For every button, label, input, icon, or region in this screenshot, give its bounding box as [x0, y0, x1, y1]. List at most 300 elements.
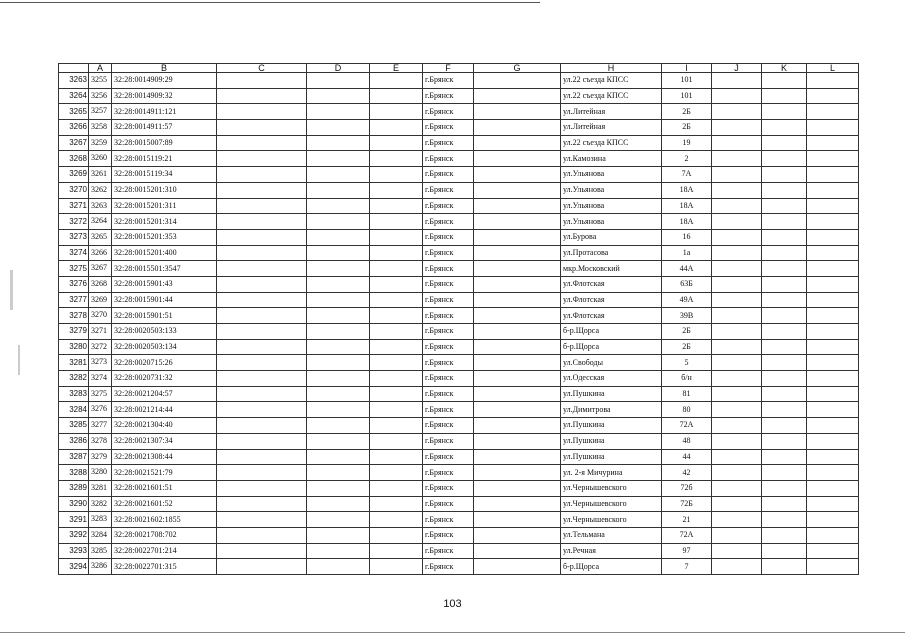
cell-b[interactable]: 32:28:0021307:34	[112, 433, 217, 449]
cell-h[interactable]: ул.Флотская	[561, 276, 662, 292]
cell-a[interactable]: 3267	[89, 261, 112, 277]
cell-i[interactable]: 5	[662, 355, 712, 371]
cell-l[interactable]	[807, 73, 859, 89]
cell-d[interactable]	[307, 151, 370, 167]
cell-a[interactable]: 3257	[89, 104, 112, 120]
cell-g[interactable]	[474, 433, 561, 449]
cell-h[interactable]: ул.Протасова	[561, 245, 662, 261]
cell-i[interactable]: 42	[662, 465, 712, 481]
cell-e[interactable]	[370, 88, 423, 104]
cell-k[interactable]	[762, 151, 807, 167]
cell-d[interactable]	[307, 120, 370, 136]
cell-g[interactable]	[474, 496, 561, 512]
row-number[interactable]: 3291	[59, 512, 89, 528]
cell-k[interactable]	[762, 324, 807, 340]
cell-i[interactable]: 80	[662, 402, 712, 418]
cell-k[interactable]	[762, 355, 807, 371]
cell-l[interactable]	[807, 229, 859, 245]
cell-g[interactable]	[474, 182, 561, 198]
cell-i[interactable]: 1а	[662, 245, 712, 261]
cell-k[interactable]	[762, 135, 807, 151]
cell-a[interactable]: 3275	[89, 386, 112, 402]
cell-l[interactable]	[807, 245, 859, 261]
cell-c[interactable]	[217, 355, 307, 371]
cell-a[interactable]: 3284	[89, 527, 112, 543]
cell-f[interactable]: г.Брянск	[423, 386, 474, 402]
row-number[interactable]: 3287	[59, 449, 89, 465]
cell-l[interactable]	[807, 308, 859, 324]
cell-c[interactable]	[217, 308, 307, 324]
cell-a[interactable]: 3260	[89, 151, 112, 167]
cell-b[interactable]: 32:28:0015901:51	[112, 308, 217, 324]
cell-j[interactable]	[712, 73, 762, 89]
cell-j[interactable]	[712, 543, 762, 559]
cell-h[interactable]: ул.Флотская	[561, 308, 662, 324]
cell-b[interactable]: 32:28:0015119:21	[112, 151, 217, 167]
cell-g[interactable]	[474, 214, 561, 230]
row-number[interactable]: 3290	[59, 496, 89, 512]
cell-g[interactable]	[474, 198, 561, 214]
cell-d[interactable]	[307, 371, 370, 387]
cell-k[interactable]	[762, 480, 807, 496]
cell-b[interactable]: 32:28:0020731:32	[112, 371, 217, 387]
cell-l[interactable]	[807, 198, 859, 214]
cell-l[interactable]	[807, 480, 859, 496]
cell-k[interactable]	[762, 559, 807, 575]
cell-a[interactable]: 3269	[89, 292, 112, 308]
row-number[interactable]: 3275	[59, 261, 89, 277]
cell-i[interactable]: 18А	[662, 214, 712, 230]
cell-f[interactable]: г.Брянск	[423, 496, 474, 512]
cell-e[interactable]	[370, 308, 423, 324]
cell-j[interactable]	[712, 167, 762, 183]
cell-c[interactable]	[217, 433, 307, 449]
cell-a[interactable]: 3263	[89, 198, 112, 214]
cell-j[interactable]	[712, 339, 762, 355]
row-number[interactable]: 3266	[59, 120, 89, 136]
cell-l[interactable]	[807, 559, 859, 575]
cell-j[interactable]	[712, 402, 762, 418]
cell-g[interactable]	[474, 135, 561, 151]
cell-g[interactable]	[474, 512, 561, 528]
cell-k[interactable]	[762, 276, 807, 292]
cell-f[interactable]: г.Брянск	[423, 167, 474, 183]
cell-l[interactable]	[807, 88, 859, 104]
cell-j[interactable]	[712, 371, 762, 387]
cell-f[interactable]: г.Брянск	[423, 120, 474, 136]
cell-c[interactable]	[217, 465, 307, 481]
cell-j[interactable]	[712, 276, 762, 292]
cell-i[interactable]: 72А	[662, 527, 712, 543]
cell-e[interactable]	[370, 355, 423, 371]
cell-i[interactable]: 2	[662, 151, 712, 167]
cell-b[interactable]: 32:28:0021602:1855	[112, 512, 217, 528]
cell-e[interactable]	[370, 480, 423, 496]
column-header-f[interactable]: F	[423, 64, 474, 73]
cell-b[interactable]: 32:28:0021601:51	[112, 480, 217, 496]
cell-a[interactable]: 3282	[89, 496, 112, 512]
cell-j[interactable]	[712, 104, 762, 120]
cell-j[interactable]	[712, 182, 762, 198]
cell-g[interactable]	[474, 465, 561, 481]
cell-l[interactable]	[807, 512, 859, 528]
cell-k[interactable]	[762, 214, 807, 230]
row-number[interactable]: 3286	[59, 433, 89, 449]
cell-c[interactable]	[217, 512, 307, 528]
cell-a[interactable]: 3283	[89, 512, 112, 528]
cell-l[interactable]	[807, 465, 859, 481]
cell-h[interactable]: б-р.Щорса	[561, 339, 662, 355]
cell-h[interactable]: б-р.Щорса	[561, 559, 662, 575]
cell-f[interactable]: г.Брянск	[423, 182, 474, 198]
cell-e[interactable]	[370, 512, 423, 528]
cell-l[interactable]	[807, 120, 859, 136]
cell-d[interactable]	[307, 324, 370, 340]
cell-i[interactable]: 2Б	[662, 104, 712, 120]
cell-l[interactable]	[807, 292, 859, 308]
cell-d[interactable]	[307, 512, 370, 528]
cell-c[interactable]	[217, 324, 307, 340]
cell-d[interactable]	[307, 527, 370, 543]
cell-l[interactable]	[807, 182, 859, 198]
cell-f[interactable]: г.Брянск	[423, 198, 474, 214]
cell-j[interactable]	[712, 559, 762, 575]
cell-k[interactable]	[762, 465, 807, 481]
cell-d[interactable]	[307, 465, 370, 481]
cell-k[interactable]	[762, 527, 807, 543]
column-header-k[interactable]: K	[762, 64, 807, 73]
cell-h[interactable]: ул.Бурова	[561, 229, 662, 245]
cell-g[interactable]	[474, 245, 561, 261]
cell-b[interactable]: 32:28:0014911:121	[112, 104, 217, 120]
cell-i[interactable]: 81	[662, 386, 712, 402]
row-number[interactable]: 3273	[59, 229, 89, 245]
cell-c[interactable]	[217, 229, 307, 245]
cell-e[interactable]	[370, 73, 423, 89]
row-number[interactable]: 3279	[59, 324, 89, 340]
cell-d[interactable]	[307, 261, 370, 277]
cell-b[interactable]: 32:28:0015501:3547	[112, 261, 217, 277]
cell-b[interactable]: 32:28:0014909:29	[112, 73, 217, 89]
cell-f[interactable]: г.Брянск	[423, 449, 474, 465]
cell-a[interactable]: 3262	[89, 182, 112, 198]
cell-h[interactable]: ул.Пушкина	[561, 433, 662, 449]
cell-b[interactable]: 32:28:0021308:44	[112, 449, 217, 465]
cell-f[interactable]: г.Брянск	[423, 480, 474, 496]
cell-a[interactable]: 3286	[89, 559, 112, 575]
cell-k[interactable]	[762, 292, 807, 308]
row-number[interactable]: 3268	[59, 151, 89, 167]
cell-b[interactable]: 32:28:0021521:79	[112, 465, 217, 481]
cell-k[interactable]	[762, 167, 807, 183]
cell-j[interactable]	[712, 308, 762, 324]
cell-g[interactable]	[474, 73, 561, 89]
cell-e[interactable]	[370, 292, 423, 308]
cell-a[interactable]: 3276	[89, 402, 112, 418]
cell-f[interactable]: г.Брянск	[423, 324, 474, 340]
cell-f[interactable]: г.Брянск	[423, 245, 474, 261]
cell-d[interactable]	[307, 449, 370, 465]
cell-j[interactable]	[712, 151, 762, 167]
cell-c[interactable]	[217, 245, 307, 261]
cell-c[interactable]	[217, 198, 307, 214]
cell-j[interactable]	[712, 120, 762, 136]
cell-k[interactable]	[762, 245, 807, 261]
cell-g[interactable]	[474, 449, 561, 465]
cell-j[interactable]	[712, 261, 762, 277]
column-header-h[interactable]: H	[561, 64, 662, 73]
column-header-i[interactable]: I	[662, 64, 712, 73]
row-number[interactable]: 3267	[59, 135, 89, 151]
cell-i[interactable]: 63Б	[662, 276, 712, 292]
cell-c[interactable]	[217, 120, 307, 136]
cell-d[interactable]	[307, 355, 370, 371]
cell-f[interactable]: г.Брянск	[423, 73, 474, 89]
column-header-a[interactable]: A	[89, 64, 112, 73]
cell-a[interactable]: 3277	[89, 418, 112, 434]
cell-f[interactable]: г.Брянск	[423, 214, 474, 230]
cell-i[interactable]: 39В	[662, 308, 712, 324]
row-number[interactable]: 3271	[59, 198, 89, 214]
cell-i[interactable]: 2Б	[662, 120, 712, 136]
column-header-b[interactable]: B	[112, 64, 217, 73]
cell-i[interactable]: 16	[662, 229, 712, 245]
row-number[interactable]: 3281	[59, 355, 89, 371]
cell-k[interactable]	[762, 543, 807, 559]
cell-d[interactable]	[307, 182, 370, 198]
cell-d[interactable]	[307, 339, 370, 355]
cell-c[interactable]	[217, 214, 307, 230]
row-number[interactable]: 3292	[59, 527, 89, 543]
cell-b[interactable]: 32:28:0015201:314	[112, 214, 217, 230]
cell-a[interactable]: 3272	[89, 339, 112, 355]
row-number[interactable]: 3289	[59, 480, 89, 496]
column-header-d[interactable]: D	[307, 64, 370, 73]
row-number[interactable]: 3282	[59, 371, 89, 387]
cell-b[interactable]: 32:28:0015201:310	[112, 182, 217, 198]
row-number[interactable]: 3276	[59, 276, 89, 292]
cell-i[interactable]: 18А	[662, 198, 712, 214]
cell-f[interactable]: г.Брянск	[423, 276, 474, 292]
cell-h[interactable]: ул. 2-я Мичурина	[561, 465, 662, 481]
cell-k[interactable]	[762, 386, 807, 402]
cell-k[interactable]	[762, 120, 807, 136]
cell-b[interactable]: 32:28:0020503:134	[112, 339, 217, 355]
cell-e[interactable]	[370, 261, 423, 277]
cell-j[interactable]	[712, 449, 762, 465]
cell-b[interactable]: 32:28:0022701:214	[112, 543, 217, 559]
row-number[interactable]: 3277	[59, 292, 89, 308]
cell-k[interactable]	[762, 402, 807, 418]
cell-l[interactable]	[807, 433, 859, 449]
cell-c[interactable]	[217, 418, 307, 434]
cell-l[interactable]	[807, 135, 859, 151]
cell-c[interactable]	[217, 527, 307, 543]
cell-b[interactable]: 32:28:0015201:353	[112, 229, 217, 245]
cell-e[interactable]	[370, 135, 423, 151]
cell-j[interactable]	[712, 324, 762, 340]
row-number[interactable]: 3288	[59, 465, 89, 481]
cell-f[interactable]: г.Брянск	[423, 559, 474, 575]
cell-g[interactable]	[474, 261, 561, 277]
cell-h[interactable]: ул.Чернышевского	[561, 512, 662, 528]
cell-e[interactable]	[370, 402, 423, 418]
cell-j[interactable]	[712, 355, 762, 371]
row-number[interactable]: 3293	[59, 543, 89, 559]
cell-j[interactable]	[712, 214, 762, 230]
cell-j[interactable]	[712, 292, 762, 308]
cell-f[interactable]: г.Брянск	[423, 261, 474, 277]
cell-d[interactable]	[307, 292, 370, 308]
cell-k[interactable]	[762, 182, 807, 198]
cell-h[interactable]: ул.Пушкина	[561, 386, 662, 402]
cell-l[interactable]	[807, 371, 859, 387]
cell-e[interactable]	[370, 559, 423, 575]
cell-h[interactable]: ул.Чернышевского	[561, 496, 662, 512]
cell-f[interactable]: г.Брянск	[423, 104, 474, 120]
cell-c[interactable]	[217, 449, 307, 465]
cell-h[interactable]: мкр.Московский	[561, 261, 662, 277]
cell-l[interactable]	[807, 276, 859, 292]
cell-e[interactable]	[370, 386, 423, 402]
cell-e[interactable]	[370, 198, 423, 214]
cell-g[interactable]	[474, 480, 561, 496]
cell-a[interactable]: 3256	[89, 88, 112, 104]
cell-l[interactable]	[807, 214, 859, 230]
cell-e[interactable]	[370, 324, 423, 340]
cell-k[interactable]	[762, 104, 807, 120]
cell-f[interactable]: г.Брянск	[423, 308, 474, 324]
cell-l[interactable]	[807, 339, 859, 355]
cell-g[interactable]	[474, 151, 561, 167]
cell-c[interactable]	[217, 543, 307, 559]
cell-k[interactable]	[762, 433, 807, 449]
cell-c[interactable]	[217, 559, 307, 575]
cell-a[interactable]: 3259	[89, 135, 112, 151]
cell-b[interactable]: 32:28:0014911:57	[112, 120, 217, 136]
row-number[interactable]: 3285	[59, 418, 89, 434]
cell-a[interactable]: 3268	[89, 276, 112, 292]
cell-e[interactable]	[370, 543, 423, 559]
cell-d[interactable]	[307, 167, 370, 183]
cell-f[interactable]: г.Брянск	[423, 418, 474, 434]
cell-c[interactable]	[217, 88, 307, 104]
cell-k[interactable]	[762, 371, 807, 387]
cell-d[interactable]	[307, 559, 370, 575]
cell-g[interactable]	[474, 371, 561, 387]
corner-cell[interactable]	[59, 64, 89, 73]
cell-g[interactable]	[474, 559, 561, 575]
row-number[interactable]: 3264	[59, 88, 89, 104]
cell-i[interactable]: б/н	[662, 371, 712, 387]
cell-d[interactable]	[307, 198, 370, 214]
row-number[interactable]: 3272	[59, 214, 89, 230]
cell-h[interactable]: ул.Свободы	[561, 355, 662, 371]
cell-f[interactable]: г.Брянск	[423, 512, 474, 528]
cell-e[interactable]	[370, 245, 423, 261]
column-header-l[interactable]: L	[807, 64, 859, 73]
row-number[interactable]: 3283	[59, 386, 89, 402]
cell-k[interactable]	[762, 73, 807, 89]
row-number[interactable]: 3269	[59, 167, 89, 183]
cell-f[interactable]: г.Брянск	[423, 527, 474, 543]
cell-h[interactable]: ул.Ульянова	[561, 182, 662, 198]
cell-b[interactable]: 32:28:0021601:52	[112, 496, 217, 512]
cell-h[interactable]: ул.22 съезда КПСС	[561, 135, 662, 151]
column-header-j[interactable]: J	[712, 64, 762, 73]
cell-d[interactable]	[307, 214, 370, 230]
cell-g[interactable]	[474, 527, 561, 543]
cell-i[interactable]: 44	[662, 449, 712, 465]
cell-c[interactable]	[217, 151, 307, 167]
cell-i[interactable]: 19	[662, 135, 712, 151]
cell-g[interactable]	[474, 355, 561, 371]
cell-g[interactable]	[474, 339, 561, 355]
cell-j[interactable]	[712, 245, 762, 261]
cell-g[interactable]	[474, 418, 561, 434]
cell-i[interactable]: 101	[662, 88, 712, 104]
cell-h[interactable]: ул.Одесская	[561, 371, 662, 387]
cell-g[interactable]	[474, 308, 561, 324]
cell-h[interactable]: ул.22 съезда КПСС	[561, 88, 662, 104]
cell-b[interactable]: 32:28:0014909:32	[112, 88, 217, 104]
cell-j[interactable]	[712, 418, 762, 434]
cell-i[interactable]: 2Б	[662, 339, 712, 355]
cell-l[interactable]	[807, 151, 859, 167]
cell-d[interactable]	[307, 433, 370, 449]
cell-l[interactable]	[807, 543, 859, 559]
row-number[interactable]: 3280	[59, 339, 89, 355]
cell-l[interactable]	[807, 386, 859, 402]
cell-l[interactable]	[807, 355, 859, 371]
cell-j[interactable]	[712, 88, 762, 104]
cell-e[interactable]	[370, 182, 423, 198]
cell-a[interactable]: 3264	[89, 214, 112, 230]
cell-k[interactable]	[762, 418, 807, 434]
cell-b[interactable]: 32:28:0020715:26	[112, 355, 217, 371]
cell-g[interactable]	[474, 167, 561, 183]
cell-h[interactable]: ул.22 съезда КПСС	[561, 73, 662, 89]
cell-d[interactable]	[307, 73, 370, 89]
row-number[interactable]: 3294	[59, 559, 89, 575]
cell-g[interactable]	[474, 276, 561, 292]
cell-j[interactable]	[712, 229, 762, 245]
cell-f[interactable]: г.Брянск	[423, 371, 474, 387]
cell-f[interactable]: г.Брянск	[423, 465, 474, 481]
cell-i[interactable]: 21	[662, 512, 712, 528]
cell-d[interactable]	[307, 402, 370, 418]
cell-j[interactable]	[712, 433, 762, 449]
cell-d[interactable]	[307, 308, 370, 324]
cell-k[interactable]	[762, 88, 807, 104]
cell-b[interactable]: 32:28:0021214:44	[112, 402, 217, 418]
cell-a[interactable]: 3278	[89, 433, 112, 449]
cell-d[interactable]	[307, 88, 370, 104]
cell-g[interactable]	[474, 402, 561, 418]
cell-b[interactable]: 32:28:0015007:89	[112, 135, 217, 151]
cell-b[interactable]: 32:28:0021204:57	[112, 386, 217, 402]
cell-d[interactable]	[307, 386, 370, 402]
cell-h[interactable]: ул.Речная	[561, 543, 662, 559]
cell-e[interactable]	[370, 120, 423, 136]
cell-e[interactable]	[370, 527, 423, 543]
cell-i[interactable]: 72Б	[662, 496, 712, 512]
cell-c[interactable]	[217, 292, 307, 308]
cell-d[interactable]	[307, 276, 370, 292]
cell-c[interactable]	[217, 261, 307, 277]
cell-c[interactable]	[217, 496, 307, 512]
cell-c[interactable]	[217, 386, 307, 402]
